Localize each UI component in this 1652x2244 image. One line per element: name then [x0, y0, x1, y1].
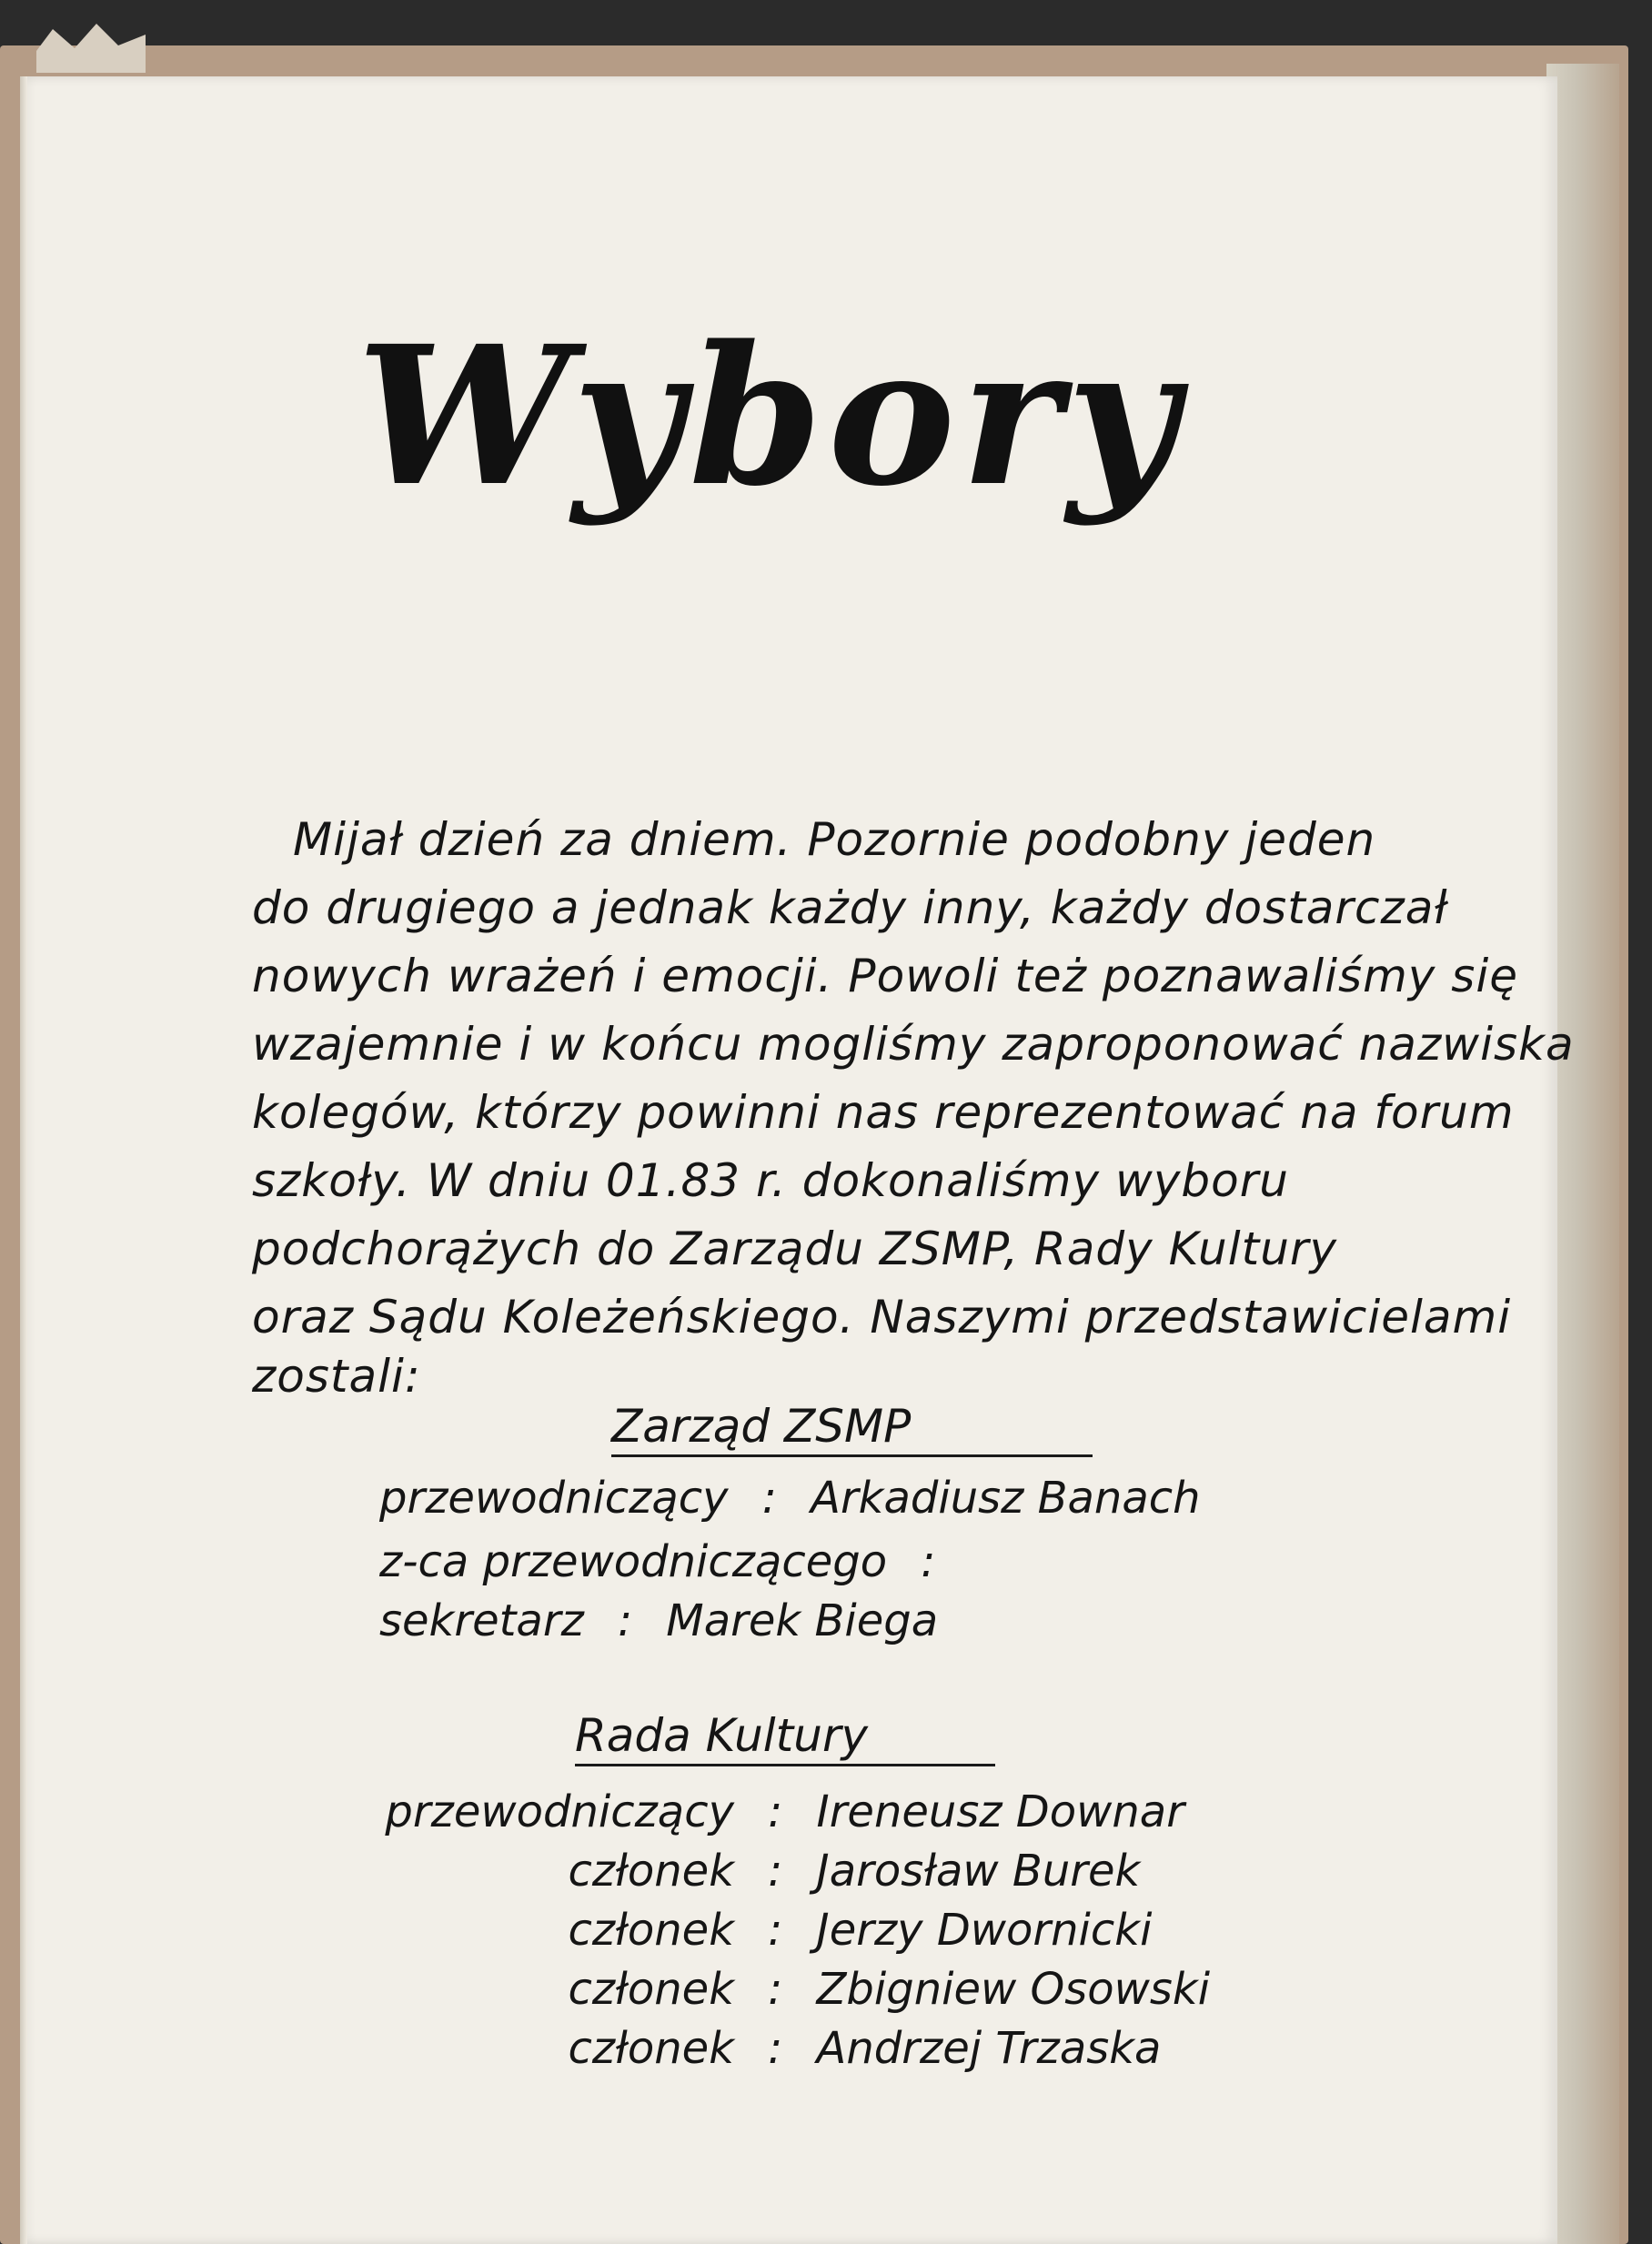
paragraph-line: kolegów, którzy powinni nas reprezentować na forum: [252, 1086, 1515, 1139]
member-name: Jerzy Dwornicki: [816, 1905, 1153, 1956]
role-separator: :: [768, 1786, 783, 1837]
paragraph-line: podchorążych do Zarządu ZSMP, Rady Kultury: [252, 1223, 1338, 1275]
member-row: [379, 1786, 1184, 1837]
paragraph-line: oraz Sądu Koleżeńskiego. Naszymi przedstawicielami: [252, 1291, 1512, 1343]
role-separator: :: [768, 1905, 783, 1956]
page-title: Wybory: [357, 304, 1184, 528]
page-content: [20, 76, 1575, 2244]
member-name: Zbigniew Osowski: [816, 1964, 1211, 2015]
member-row: [379, 1846, 1140, 1897]
member-name: Jarosław Burek: [816, 1846, 1141, 1897]
role-separator: :: [617, 1595, 633, 1646]
role-separator: :: [768, 1964, 783, 2015]
member-role: członek: [568, 1846, 734, 1897]
paragraph-line: do drugiego a jednak każdy inny, każdy dostarczał: [252, 881, 1448, 934]
paragraph-line: szkoły. W dniu 01.83 r. dokonaliśmy wyboru: [252, 1154, 1289, 1207]
member-role: przewodniczący: [379, 1473, 729, 1524]
member-role: członek: [568, 1905, 734, 1956]
member-row: [379, 1536, 955, 1587]
paragraph-line: zostali:: [252, 1350, 421, 1403]
member-row: [379, 1905, 1152, 1956]
role-separator: :: [768, 1846, 783, 1897]
album-page: [20, 76, 1575, 2244]
member-row: [379, 1473, 1201, 1524]
role-separator: :: [768, 2023, 783, 2074]
member-role: członek: [568, 2023, 734, 2074]
member-name: Ireneusz Downar: [816, 1786, 1184, 1837]
page-stack-edge: [1546, 64, 1619, 2244]
member-name: Marek Biega: [666, 1595, 939, 1646]
member-row: [379, 1964, 1210, 2015]
section-heading-zarzad: Zarząd ZSMP: [611, 1400, 1093, 1457]
member-role: członek: [568, 1964, 734, 2015]
member-name: Andrzej Trzaska: [816, 2023, 1162, 2074]
paragraph-line: nowych wrażeń i emocji. Powoli też poznawaliśmy się: [252, 950, 1518, 1002]
member-role: przewodniczący: [385, 1786, 734, 1837]
paragraph-line: wzajemnie i w końcu mogliśmy zaproponować nazwiska: [252, 1018, 1575, 1071]
member-row: [379, 2023, 1161, 2074]
page-binding-shadow: [20, 76, 27, 2244]
paragraph-line: Mijał dzień za dniem. Pozornie podobny jeden: [293, 813, 1376, 866]
member-row: [379, 1595, 938, 1646]
member-role: z-ca przewodniczącego: [379, 1536, 888, 1587]
role-separator: :: [921, 1536, 936, 1587]
member-role: sekretarz: [379, 1595, 584, 1646]
torn-corner: [36, 18, 146, 73]
role-separator: :: [761, 1473, 777, 1524]
member-name: Arkadiusz Banach: [811, 1473, 1201, 1524]
section-heading-rada: Rada Kultury: [575, 1709, 995, 1766]
